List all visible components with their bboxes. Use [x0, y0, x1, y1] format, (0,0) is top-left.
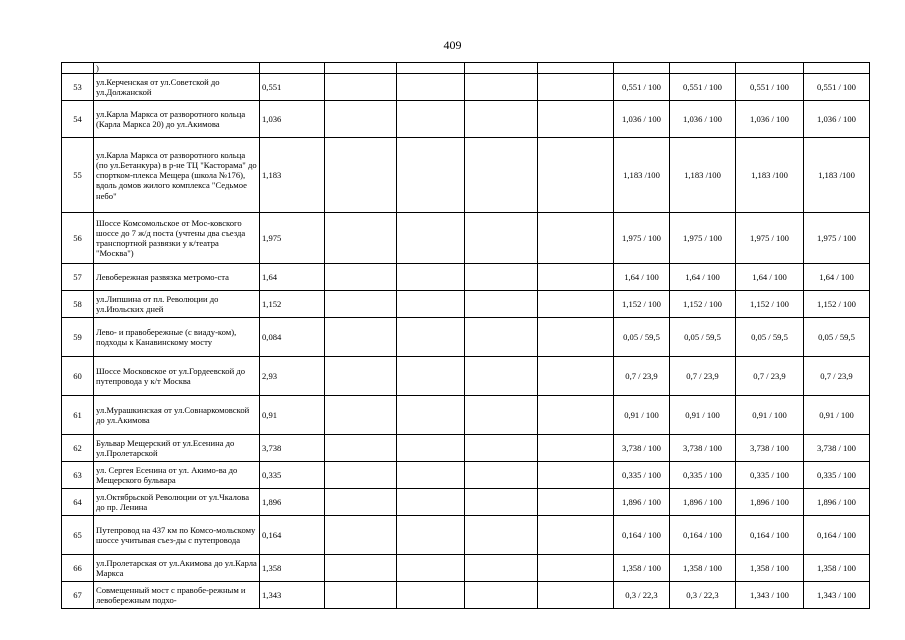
road-name-cell: ул.Карла Маркса от разворотного кольца (по ул.Бетанкура) в р-не ТЦ "Касторама" до спортком-плекса Мещера (школа №176), вдоль домов жилого комплекса "Седьмое небо"	[94, 138, 260, 213]
empty-cell	[397, 555, 465, 582]
value-cell: 0,91 / 100	[614, 396, 670, 435]
value-cell: 0,164 / 100	[670, 516, 736, 555]
value-cell: 1,896 / 100	[804, 489, 870, 516]
value-cell: 0,335 / 100	[614, 462, 670, 489]
empty-cell	[465, 318, 538, 357]
value-cell: 0,7 / 23,9	[614, 357, 670, 396]
length-cell: 1,975	[260, 213, 325, 264]
value-cell: 1,358 / 100	[614, 555, 670, 582]
empty-cell	[538, 318, 614, 357]
value-cell: 3,738 / 100	[736, 435, 804, 462]
empty-cell	[325, 138, 397, 213]
table-row	[62, 357, 870, 396]
length-cell: 1,896	[260, 489, 325, 516]
value-cell: 1,183 /100	[804, 138, 870, 213]
row-number-cell: 58	[62, 291, 94, 318]
road-name-cell: ул.Карла Маркса от разворотного кольца (Карла Маркса 20) до ул.Акимова	[94, 101, 260, 138]
empty-cell	[538, 462, 614, 489]
empty-cell	[397, 462, 465, 489]
value-cell: 1,64 / 100	[614, 264, 670, 291]
value-cell: 0,551 / 100	[670, 74, 736, 101]
value-cell: 1,183 /100	[736, 138, 804, 213]
empty-cell	[538, 138, 614, 213]
length-cell: 1,358	[260, 555, 325, 582]
empty-cell	[325, 101, 397, 138]
value-cell: 1,152 / 100	[804, 291, 870, 318]
value-cell: 1,183 /100	[670, 138, 736, 213]
empty-cell	[397, 138, 465, 213]
row-number-cell: 59	[62, 318, 94, 357]
empty-cell	[397, 516, 465, 555]
length-cell: 1,64	[260, 264, 325, 291]
empty-cell	[325, 489, 397, 516]
empty-cell	[397, 291, 465, 318]
value-cell: 1,64 / 100	[670, 264, 736, 291]
length-cell: 1,343	[260, 582, 325, 609]
empty-cell	[325, 291, 397, 318]
value-cell: 0,3 / 22,3	[614, 582, 670, 609]
value-cell: 0,91 / 100	[670, 396, 736, 435]
empty-cell	[465, 63, 538, 74]
value-cell: 1,036 / 100	[804, 101, 870, 138]
value-cell: 3,738 / 100	[670, 435, 736, 462]
row-number-cell: 66	[62, 555, 94, 582]
row-number-cell: 67	[62, 582, 94, 609]
empty-cell	[465, 357, 538, 396]
table-row	[62, 74, 870, 101]
empty-cell	[538, 74, 614, 101]
empty-cell	[736, 63, 804, 74]
empty-cell	[465, 74, 538, 101]
length-cell: 0,084	[260, 318, 325, 357]
value-cell: 0,164 / 100	[736, 516, 804, 555]
road-name-cell: ул.Октябрьской Революции от ул.Чкалова до пр. Ленина	[94, 489, 260, 516]
value-cell: 1,036 / 100	[736, 101, 804, 138]
empty-cell	[325, 63, 397, 74]
empty-cell	[538, 582, 614, 609]
row-number-cell: 64	[62, 489, 94, 516]
empty-cell	[325, 213, 397, 264]
empty-cell	[538, 213, 614, 264]
empty-cell	[397, 435, 465, 462]
road-name-cell: Шоссе Московское от ул.Гордеевской до путепровода у к/т Москва	[94, 357, 260, 396]
length-cell: 1,152	[260, 291, 325, 318]
row-number-cell: 65	[62, 516, 94, 555]
empty-cell	[325, 516, 397, 555]
value-cell: 0,05 / 59,5	[736, 318, 804, 357]
empty-cell	[465, 462, 538, 489]
empty-cell	[397, 318, 465, 357]
road-name-cell: ул.Мурашкинская от ул.Совнаркомовской до ул.Акимова	[94, 396, 260, 435]
row-number-cell: 54	[62, 101, 94, 138]
empty-cell	[397, 213, 465, 264]
empty-cell	[325, 318, 397, 357]
table-row	[62, 516, 870, 555]
road-name-cell: Путепровод на 437 км по Комсо-мольскому шоссе учитывая съез-ды с путепровода	[94, 516, 260, 555]
length-cell: 3,738	[260, 435, 325, 462]
empty-cell	[465, 396, 538, 435]
empty-cell	[538, 555, 614, 582]
value-cell: 0,551 / 100	[804, 74, 870, 101]
road-name-cell: Бульвар Мещерский от ул.Есенина до ул.Пролетарской	[94, 435, 260, 462]
row-number-cell	[62, 63, 94, 74]
row-number-cell: 61	[62, 396, 94, 435]
road-name-cell: )	[94, 63, 260, 74]
road-name-cell: Шоссе Комсомольское от Мос-ковского шоссе до 7 ж/д поста (учтены два съезда транспортной развязки у к/театра "Москва")	[94, 213, 260, 264]
empty-cell	[465, 582, 538, 609]
value-cell: 0,05 / 59,5	[670, 318, 736, 357]
empty-cell	[465, 264, 538, 291]
value-cell: 1,896 / 100	[736, 489, 804, 516]
value-cell: 0,91 / 100	[804, 396, 870, 435]
length-cell: 0,91	[260, 396, 325, 435]
value-cell: 1,975 / 100	[804, 213, 870, 264]
value-cell: 1,64 / 100	[804, 264, 870, 291]
table-row	[62, 462, 870, 489]
empty-cell	[397, 489, 465, 516]
road-name-cell: Левобережная развязка метромо-ста	[94, 264, 260, 291]
empty-cell	[538, 63, 614, 74]
value-cell: 0,3 / 22,3	[670, 582, 736, 609]
value-cell: 0,7 / 23,9	[670, 357, 736, 396]
value-cell: 1,358 / 100	[736, 555, 804, 582]
empty-cell	[325, 357, 397, 396]
row-number-cell: 53	[62, 74, 94, 101]
value-cell: 1,152 / 100	[736, 291, 804, 318]
value-cell: 0,551 / 100	[736, 74, 804, 101]
empty-cell	[465, 516, 538, 555]
value-cell: 1,183 /100	[614, 138, 670, 213]
table-row	[62, 318, 870, 357]
empty-cell	[670, 63, 736, 74]
empty-cell	[325, 264, 397, 291]
row-number-cell: 55	[62, 138, 94, 213]
length-cell: 0,335	[260, 462, 325, 489]
value-cell: 1,64 / 100	[736, 264, 804, 291]
value-cell: 0,7 / 23,9	[804, 357, 870, 396]
road-name-cell: ул.Керченская от ул.Советской до ул.Должанской	[94, 74, 260, 101]
value-cell: 1,343 / 100	[804, 582, 870, 609]
empty-cell	[465, 489, 538, 516]
empty-cell	[325, 396, 397, 435]
length-cell: 2,93	[260, 357, 325, 396]
value-cell: 0,164 / 100	[804, 516, 870, 555]
table-row	[62, 489, 870, 516]
row-number-cell: 63	[62, 462, 94, 489]
value-cell: 1,975 / 100	[736, 213, 804, 264]
value-cell: 0,551 / 100	[614, 74, 670, 101]
road-name-cell: ул.Липшина от пл. Революции до ул.Июльских дней	[94, 291, 260, 318]
empty-cell	[465, 291, 538, 318]
value-cell: 1,975 / 100	[670, 213, 736, 264]
empty-cell	[538, 264, 614, 291]
value-cell: 1,975 / 100	[614, 213, 670, 264]
empty-cell	[465, 101, 538, 138]
value-cell: 0,335 / 100	[804, 462, 870, 489]
value-cell: 1,036 / 100	[670, 101, 736, 138]
empty-cell	[397, 74, 465, 101]
table-row	[62, 435, 870, 462]
row-number-cell: 60	[62, 357, 94, 396]
empty-cell	[538, 435, 614, 462]
roads-table	[61, 62, 870, 609]
table-row	[62, 264, 870, 291]
empty-cell	[804, 63, 870, 74]
empty-cell	[325, 435, 397, 462]
empty-cell	[538, 516, 614, 555]
empty-cell	[397, 357, 465, 396]
table-row	[62, 213, 870, 264]
empty-cell	[397, 101, 465, 138]
empty-cell	[614, 63, 670, 74]
length-cell: 1,183	[260, 138, 325, 213]
value-cell: 1,358 / 100	[804, 555, 870, 582]
empty-cell	[465, 555, 538, 582]
empty-cell	[538, 489, 614, 516]
value-cell: 1,036 / 100	[614, 101, 670, 138]
value-cell: 0,05 / 59,5	[614, 318, 670, 357]
value-cell: 0,05 / 59,5	[804, 318, 870, 357]
table-row	[62, 555, 870, 582]
empty-cell	[325, 555, 397, 582]
row-number-cell: 56	[62, 213, 94, 264]
row-number-cell: 57	[62, 264, 94, 291]
empty-cell	[465, 435, 538, 462]
row-number-cell: 62	[62, 435, 94, 462]
empty-cell	[260, 63, 325, 74]
table-row	[62, 396, 870, 435]
value-cell: 0,335 / 100	[670, 462, 736, 489]
value-cell: 1,152 / 100	[670, 291, 736, 318]
table-row	[62, 582, 870, 609]
value-cell: 1,152 / 100	[614, 291, 670, 318]
empty-cell	[397, 396, 465, 435]
road-name-cell: ул.Пролетарская от ул.Акимова до ул.Карла Маркса	[94, 555, 260, 582]
empty-cell	[465, 138, 538, 213]
value-cell: 0,335 / 100	[736, 462, 804, 489]
value-cell: 1,896 / 100	[670, 489, 736, 516]
page-number: 409	[443, 38, 462, 52]
road-name-cell: ул. Сергея Есенина от ул. Акимо-ва до Мещерского бульвара	[94, 462, 260, 489]
empty-cell	[538, 101, 614, 138]
length-cell: 0,551	[260, 74, 325, 101]
value-cell: 0,7 / 23,9	[736, 357, 804, 396]
table-row	[62, 63, 870, 74]
table-row	[62, 138, 870, 213]
table-row	[62, 291, 870, 318]
road-name-cell: Лево- и правобережные (с виаду-ком), подходы к Канавинскому мосту	[94, 318, 260, 357]
empty-cell	[397, 264, 465, 291]
length-cell: 1,036	[260, 101, 325, 138]
empty-cell	[397, 63, 465, 74]
empty-cell	[325, 582, 397, 609]
empty-cell	[325, 462, 397, 489]
empty-cell	[325, 74, 397, 101]
value-cell: 1,358 / 100	[670, 555, 736, 582]
value-cell: 0,91 / 100	[736, 396, 804, 435]
value-cell: 3,738 / 100	[614, 435, 670, 462]
value-cell: 3,738 / 100	[804, 435, 870, 462]
empty-cell	[538, 291, 614, 318]
value-cell: 1,343 / 100	[736, 582, 804, 609]
empty-cell	[465, 213, 538, 264]
value-cell: 1,896 / 100	[614, 489, 670, 516]
table-row	[62, 101, 870, 138]
empty-cell	[538, 357, 614, 396]
road-name-cell: Совмещенный мост с правобе-режным и левобережным подхо-	[94, 582, 260, 609]
empty-cell	[538, 396, 614, 435]
empty-cell	[397, 582, 465, 609]
value-cell: 0,164 / 100	[614, 516, 670, 555]
length-cell: 0,164	[260, 516, 325, 555]
